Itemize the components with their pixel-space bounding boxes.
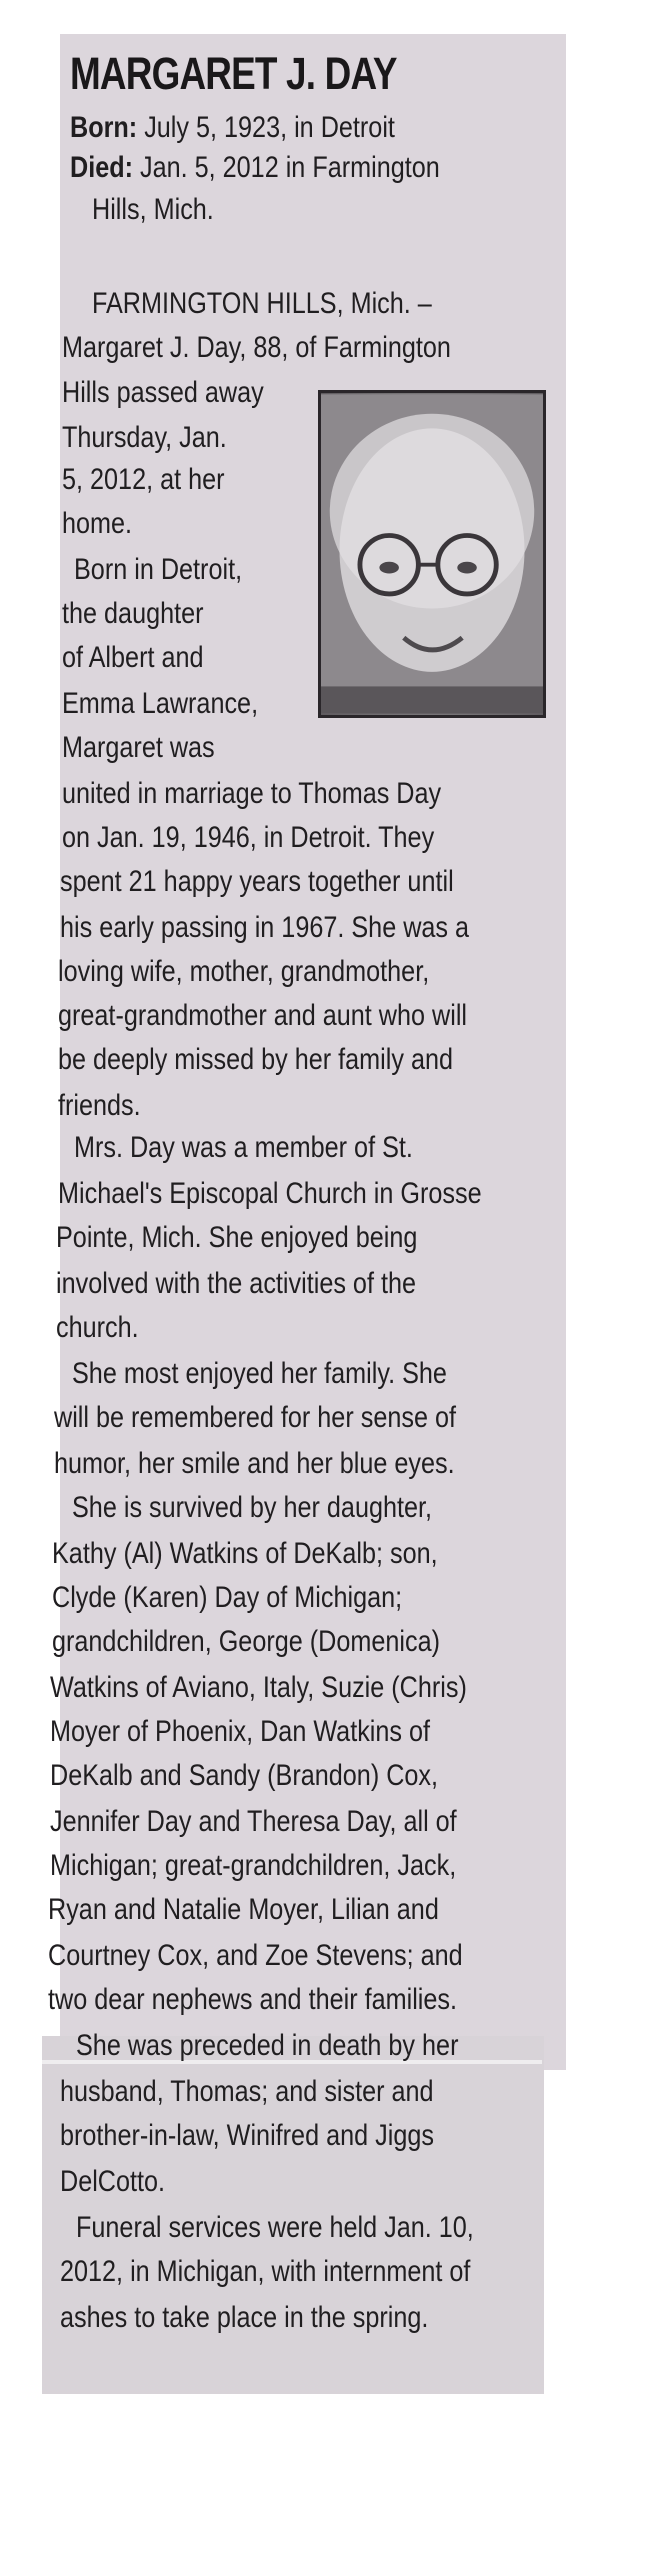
obituary-line-43: DelCotto. bbox=[60, 2165, 166, 2198]
obituary-line-1: FARMINGTON HILLS, Mich. – bbox=[92, 287, 432, 320]
obituary-line-36: Michigan; great-grandchildren, Jack, bbox=[50, 1849, 457, 1882]
obituary-line-21: Michael's Episcopal Church in Grosse bbox=[58, 1177, 482, 1210]
obituary-line-24: church. bbox=[56, 1311, 139, 1344]
obituary-line-14: spent 21 happy years together until bbox=[60, 865, 454, 898]
obituary-line-27: humor, her smile and her blue eyes. bbox=[54, 1447, 455, 1480]
obituary-line-15: his early passing in 1967. She was a bbox=[60, 911, 470, 944]
died-value: Jan. 5, 2012 in Farmington bbox=[133, 151, 440, 184]
born-label: Born: bbox=[70, 111, 138, 144]
obituary-line-7: Born in Detroit, bbox=[74, 553, 243, 586]
obituary-line-23: involved with the activities of the bbox=[56, 1267, 416, 1300]
obituary-line-38: Courtney Cox, and Zoe Stevens; and bbox=[48, 1939, 463, 1972]
obituary-line-31: grandchildren, George (Domenica) bbox=[52, 1625, 441, 1658]
obituary-line-20: Mrs. Day was a member of St. bbox=[74, 1131, 413, 1164]
obituary-line-22: Pointe, Mich. She enjoyed being bbox=[56, 1221, 418, 1254]
born-value: July 5, 1923, in Detroit bbox=[137, 111, 395, 144]
obituary-line-19: friends. bbox=[58, 1089, 141, 1122]
obituary-line-37: Ryan and Natalie Moyer, Lilian and bbox=[48, 1893, 439, 1926]
obituary-line-10: Emma Lawrance, bbox=[62, 687, 259, 720]
obituary-line-11: Margaret was bbox=[62, 731, 215, 764]
scan-speck bbox=[8, 1020, 38, 1026]
portrait-photo bbox=[318, 390, 546, 718]
died-line bbox=[70, 150, 440, 186]
obituary-line-25: She most enjoyed her family. She bbox=[72, 1357, 447, 1390]
obituary-line-34: DeKalb and Sandy (Brandon) Cox, bbox=[50, 1759, 439, 1792]
obituary-line-33: Moyer of Phoenix, Dan Watkins of bbox=[50, 1715, 431, 1748]
obituary-line-12: united in marriage to Thomas Day bbox=[62, 777, 442, 810]
obituary-line-42: brother-in-law, Winifred and Jiggs bbox=[60, 2119, 434, 2152]
obituary-line-30: Clyde (Karen) Day of Michigan; bbox=[52, 1581, 403, 1614]
obituary-line-2: Margaret J. Day, 88, of Farmington bbox=[62, 331, 451, 364]
obituary-line-17: great-grandmother and aunt who will bbox=[58, 999, 468, 1032]
died-line-cont: Hills, Mich. bbox=[92, 193, 214, 226]
obituary-line-35: Jennifer Day and Theresa Day, all of bbox=[50, 1805, 457, 1838]
obituary-line-26: will be remembered for her sense of bbox=[54, 1401, 456, 1434]
obituary-line-41: husband, Thomas; and sister and bbox=[60, 2075, 434, 2108]
obituary-line-4: Thursday, Jan. bbox=[62, 421, 227, 454]
obituary-line-40: She was preceded in death by her bbox=[76, 2029, 459, 2062]
obituary-line-9: of Albert and bbox=[62, 641, 204, 674]
obituary-line-32: Watkins of Aviano, Italy, Suzie (Chris) bbox=[50, 1671, 467, 1704]
obituary-line-13: on Jan. 19, 1946, in Detroit. They bbox=[62, 821, 435, 854]
obituary-line-16: loving wife, mother, grandmother, bbox=[58, 955, 430, 988]
obituary-line-44: Funeral services were held Jan. 10, bbox=[76, 2211, 474, 2244]
obituary-line-5: 5, 2012, at her bbox=[62, 463, 225, 496]
obituary-line-6: home. bbox=[62, 507, 133, 540]
obituary-line-45: 2012, in Michigan, with internment of bbox=[60, 2255, 471, 2288]
obituary-line-29: Kathy (Al) Watkins of DeKalb; son, bbox=[52, 1537, 438, 1570]
obituary-line-18: be deeply missed by her family and bbox=[58, 1043, 454, 1076]
obituary-line-39: two dear nephews and their families. bbox=[48, 1983, 458, 2016]
born-line bbox=[70, 110, 395, 146]
portrait-image bbox=[321, 393, 543, 715]
obituary-name: MARGARET J. DAY bbox=[70, 48, 397, 99]
obituary-line-8: the daughter bbox=[62, 597, 204, 630]
obituary-line-46: ashes to take place in the spring. bbox=[60, 2301, 429, 2334]
died-label: Died: bbox=[70, 151, 133, 184]
obituary-line-3: Hills passed away bbox=[62, 376, 264, 409]
obituary-line-28: She is survived by her daughter, bbox=[72, 1491, 433, 1524]
